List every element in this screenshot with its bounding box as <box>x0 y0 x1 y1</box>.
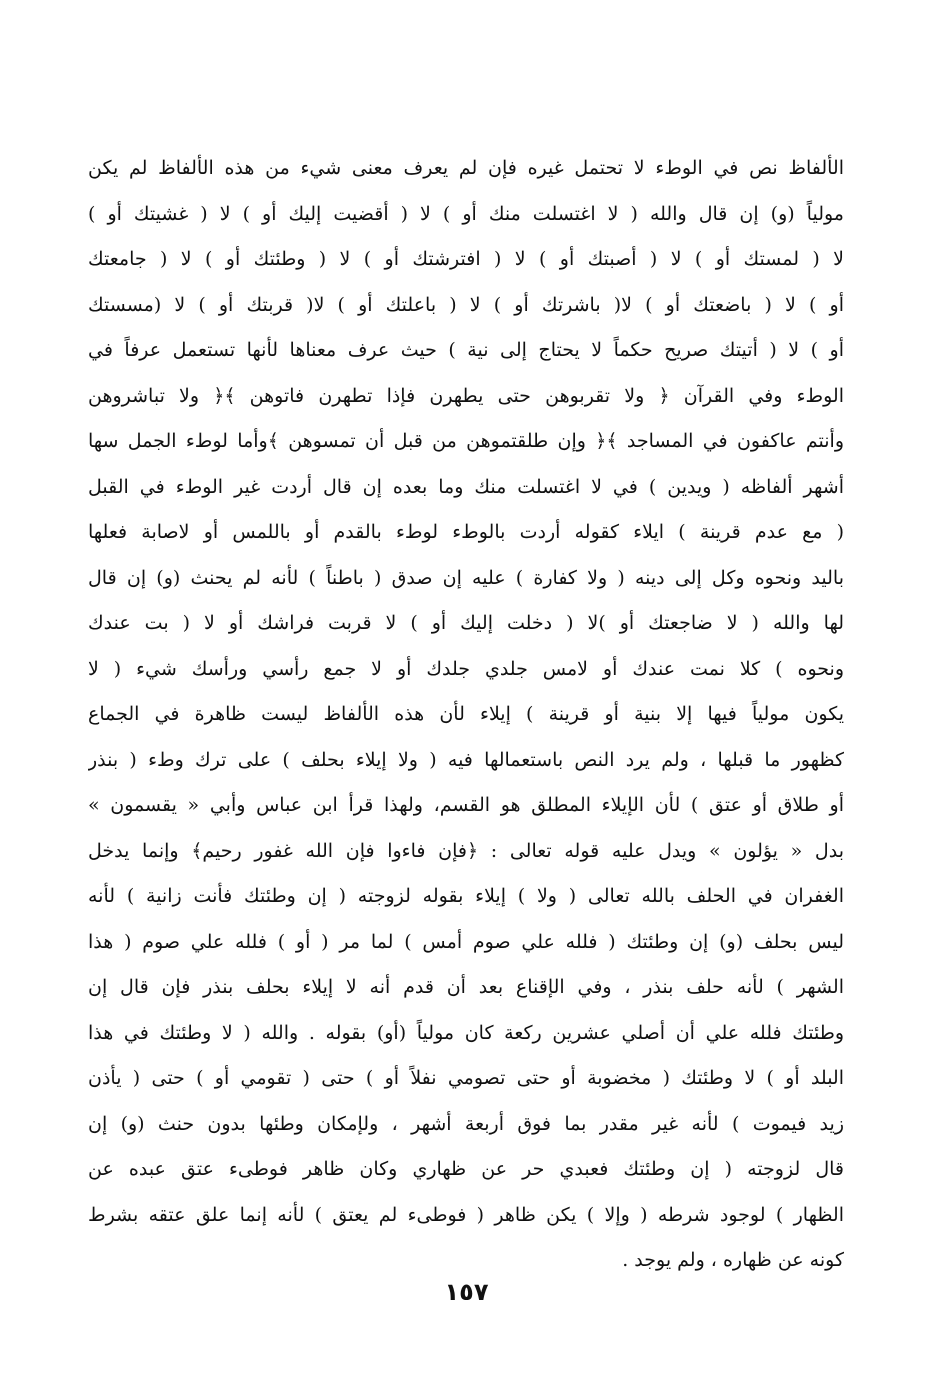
text-line: باليد ونحوه وكل إلى دينه ( ولا كفارة ) عليه إن صدق ( باطناً ) لأنه لم يحنث (و) إن قال <box>88 566 844 589</box>
body-text <box>88 146 844 1284</box>
text-line: يكون مولياً فيها إلا بنية أو قرينة ) إيلاء لأن هذه الألفاظ ليست ظاهرة في الجماع <box>88 703 844 725</box>
text-line: مولياً (و) إن قال والله ( لا اغتسلت منك أو ) لا ( أقضيت إليك أو ) لا ( غشيتك أو ) <box>88 202 844 225</box>
text-line: أو ) لا ( أتيتك صريح حكماً لا يحتاج إلى نية ) حيث عرف معناها لأنها تستعمل عرفاً في <box>88 339 844 361</box>
text-line: الألفاظ نص في الوطء لا تحتمل غيره فإن لم يعرف معنى شيء من هذه الألفاظ لم يكن <box>88 157 844 179</box>
text-line: لها والله ( لا ضاجعتك أو )لا ( دخلت إليك أو ) لا قربت فراشك أو لا ( بت عندك <box>88 612 844 634</box>
text-line: وأنتم عاكفون في المساجد ﴾﴿ وإن طلقتموهن من قبل أن تمسوهن ﴾وأما لوطء الجمل سها <box>88 430 844 452</box>
text-line: أو ) لا ( باضعتك أو ) لا( باشرتك أو ) لا ( باعلتك أو ) لا( قربتك أو ) لا (مسستك <box>88 293 844 316</box>
text-line: قال لزوجته ( إن وطئتك فعبدي حر عن ظهاري وكان ظاهر فوطىء عتق عبده عن <box>88 1158 844 1180</box>
text-line-last: كونه عن ظهاره ، ولم يوجد . <box>622 1249 844 1271</box>
text-line: ليس بحلف (و) إن وطئتك ( فلله علي صوم أمس ) لما مر ( أو ) فلله علي صوم ( هذا <box>88 930 844 953</box>
text-line: البلد أو ) لا وطئتك ( مخضوبة أو حتى تصومي نفلاً أو ) حتى ( تقومي أو ) حتى ( يأذن <box>88 1067 844 1089</box>
text-line: كظهور ما قبلها ، ولم يرد النص باستعمالها فيه ( ولا إيلاء بحلف ) على ترك وطء ( بنذر <box>88 748 844 771</box>
text-line: لا ( لمستك أو ) لا ( أصبتك أو ) لا ( افترشتك أو ) لا ( وطئتك أو ) لا ( جامعتك <box>88 248 844 270</box>
text-line: زيد فيموت ) لأنه غير مقدر بما فوق أربعة أشهر ، ولإمكان وطئها بدون حنث (و) إن <box>88 1112 844 1135</box>
text-line: الظهار ) لوجود شرطه ( وإلا ) يكن ظاهر ( فوطىء لم يعتق ) لأنه إنما علق عتقه بشرط <box>88 1203 844 1226</box>
text-line: أشهر ألفاظه ( ويدين ) في لا اغتسلت منك وما بعده إن قال أردت غير الوطء في القبل <box>88 475 844 498</box>
page-number: ١٥٧ <box>444 1278 489 1306</box>
text-line: ( مع عدم قرينة ) ايلاء كقوله أردت بالوطء لوطء بالقدم أو باللمس أو لاصابة فعلها <box>88 521 844 543</box>
text-line: الشهر ) لأنه حلف بنذر ، وفي الإقناع بعد أن قدم أنه لا إيلاء بحلف بنذر فإن قال إن <box>88 976 844 998</box>
text-line: الغفران في الحلف بالله تعالى ( ولا ) إيلاء بقوله لزوجته ( إن وطئتك فأنت زانية ) لأنه <box>88 885 844 907</box>
text-line: وطئتك فلله علي أن أصلي عشرين ركعة كان مولياً (أو) بقوله . والله ( لا وطئتك في هذا <box>88 1021 844 1044</box>
text-line: بدل « يؤلون » ويدل عليه قوله تعالى : ﴿فإن فاءوا فإن الله غفور رحيم﴾ وإنما يدخل <box>88 839 844 862</box>
text-line: أو طلاق أو عتق ) لأن الإيلاء المطلق هو القسم، ولهذا قرأ ابن عباس وأبي « يقسمون » <box>88 794 844 816</box>
text-line: الوطء وفي القرآن ﴿ ولا تقربوهن حتى يطهرن فإذا تطهرن فاتوهن ﴾﴿ ولا تباشروهن <box>88 384 844 407</box>
text-line: ونحوه ) كلا نمت عندك أو لامس جلدي جلدك أو لا جمع رأسي ورأسك شيء ( لا <box>88 657 844 680</box>
